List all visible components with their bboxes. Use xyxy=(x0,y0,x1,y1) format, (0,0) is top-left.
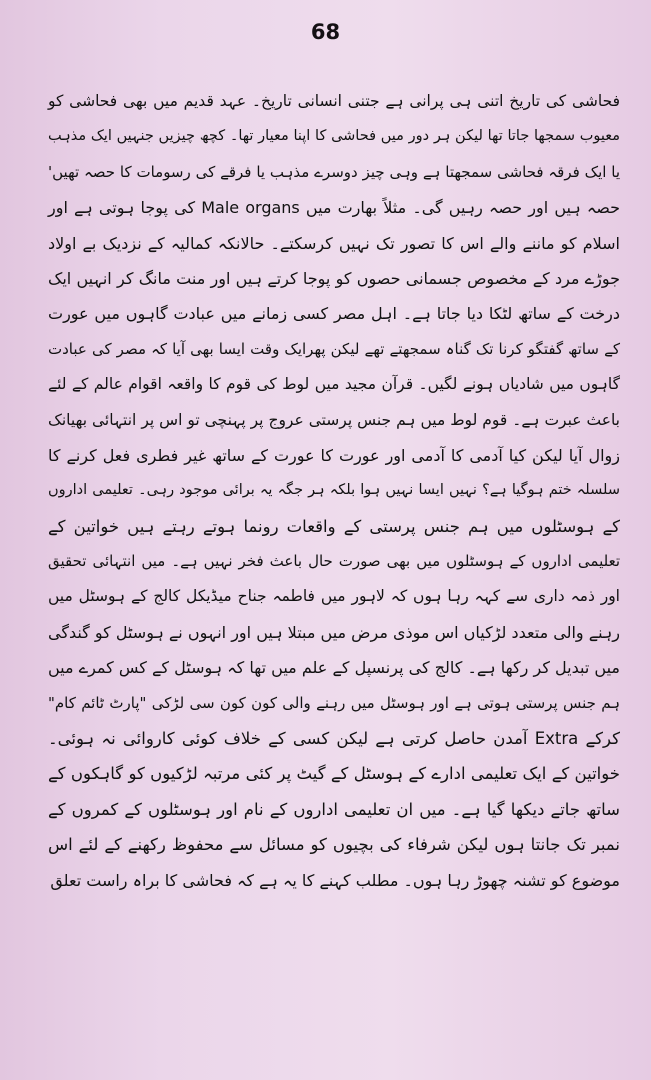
text-line: موضوع کو تشنہ چھوڑ رہا ہوں۔ مطلب کہنے کا یہ ہے کہ فحاشی کا براہ راست تعلق xyxy=(50,870,620,890)
text-line: خواتین کے ایک تعلیمی ادارے کے ہوسٹل کے گیٹ پر کئی مرتبہ لڑکیوں کو گاہکوں کے xyxy=(48,764,620,784)
text-line: معیوب سمجھا جاتا تھا لیکن ہر دور میں فحاشی کا اپنا معیار تھا۔ کچھ چیزیں جنہیں ایک مذہب xyxy=(48,128,620,145)
text-line: ہم جنس پرستی ہوتی ہے اور ہوسٹل میں رہنے والی کون کون سی لڑکی "پارٹ ٹائم کام" xyxy=(48,693,620,712)
text-line: گاہوں میں شادیاں ہونے لگیں۔ قرآن مجید میں لوط کی قوم کا واقعہ اقوام عالم کے لئے xyxy=(48,375,620,394)
text-line: فحاشی کی تاریخ اتنی ہی پرانی ہے جتنی انسانی تاریخ۔ عہد قدیم میں بھی فحاشی کو xyxy=(48,92,620,110)
text-line: باعث عبرت ہے۔ قوم لوط میں ہم جنس پرستی عروج پر پہنچی تو اس پر انتہائی بھیانک xyxy=(48,410,620,429)
text-line: رہنے والی متعدد لڑکیاں اس موذی مرض میں مبتلا ہیں اور انہوں نے ہوسٹل کو گندگی xyxy=(47,622,620,642)
text-line: جوڑے مرد کے مخصوص جسمانی حصوں کو پوجا کرتے ہیں اور منت مانگ کر انہیں ایک xyxy=(48,268,620,288)
text-line: سلسلہ ختم ہوگیا ہے؟ نہیں ایسا نہیں ہوا بلکہ ہر جگہ یہ برائی موجود رہی۔ تعلیمی اداروں xyxy=(48,482,620,499)
text-line: درخت کے ساتھ لٹکا دیا جاتا ہے۔ اہل مصر کسی زمانے میں عبادت گاہوں میں عورت xyxy=(48,304,620,324)
text-line: تعلیمی اداروں کے ہوسٹلوں میں بھی صورت حال باعث فخر نہیں ہے۔ میں انتہائی تحقیق xyxy=(48,552,620,571)
body-text xyxy=(48,84,620,898)
page-number: 68 xyxy=(310,20,341,44)
text-line: اور ذمہ داری سے کہہ رہا ہوں کہ لاہور میں فاطمہ جناح میڈیکل کالج کے ہوسٹل میں xyxy=(48,587,620,606)
text-line: میں تبدیل کر رکھا ہے۔ کالج کی پرنسپل کے علم میں تھا کہ ہوسٹل کے کس کمرے میں xyxy=(48,658,620,678)
text-line: یا ایک فرقہ فحاشی سمجھتا ہے وہی چیز دوسرے مذہب یا فرقے کی رسومات کا حصہ تھیں' xyxy=(48,162,620,181)
text-line: حصہ ہیں اور حصہ رہیں گی۔ مثلاً بھارت میں Male organs کی پوجا ہوتی ہے اور xyxy=(48,198,620,218)
text-line: نمبر تک جانتا ہوں لیکن شرفاء کی بچیوں کو مسائل سے محفوظ رکھنے کے لئے اس xyxy=(48,835,620,855)
text-line: کرکے Extra آمدن حاصل کرتی ہے لیکن کسی کے خلاف کوئی کاروائی نہ ہوئی۔ xyxy=(48,729,620,749)
text-line: کے ہوسٹلوں میں ہم جنس پرستی کے واقعات رونما ہوتے رہتے ہیں خواتین کے xyxy=(48,516,620,536)
text-line: اسلام کو ماننے والے اس کا تصور تک نہیں کرسکتے۔ حالانکہ کمالیہ کے نزدیک بے اولاد xyxy=(48,233,620,253)
text-line: ساتھ جاتے دیکھا گیا ہے۔ میں ان تعلیمی اداروں کے نام اور ہوسٹلوں کے کمروں کے xyxy=(48,799,620,819)
text-line: زوال آیا لیکن کیا آدمی کا آدمی اور عورت کا عورت کے ساتھ غیر فطری فعل کرنے کا xyxy=(48,445,620,465)
text-line: کے ساتھ گفتگو کرنا تک گناہ سمجھتے تھے لیکن پھرایک وقت ایسا بھی آیا کہ مصر کی عبادت xyxy=(48,339,620,358)
